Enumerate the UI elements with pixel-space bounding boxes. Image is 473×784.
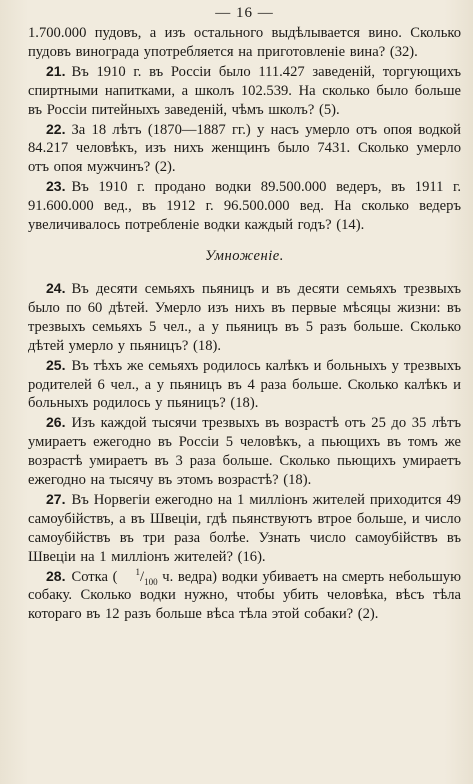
section-heading-multiplication: Умноженіе. bbox=[205, 247, 284, 264]
problem-text: За 18 лѣтъ (1870—1887 гг.) у насъ умерло отъ опоя водкой 84.217 человѣкъ, изъ нихъ женщинъ было 7431. Сколько умерло отъ опоя мужчинъ? (2). bbox=[28, 121, 461, 176]
problem-text-start: Сотка ( bbox=[71, 568, 118, 585]
problem-22 bbox=[28, 120, 461, 178]
problem-28 bbox=[28, 567, 461, 625]
problem-text: Въ тѣхъ же семьяхъ родилось калѣкъ и больныхъ у трезвыхъ родителей 6 чел., а у пьяницъ въ 4 раза больше. Сколько калѣкъ и больныхъ родилось у пьяницъ? (18). bbox=[28, 357, 461, 412]
problem-24 bbox=[28, 279, 461, 356]
problem-text: Изъ каждой тысячи трезвыхъ въ возрастѣ отъ 25 до 35 лѣтъ умираетъ ежегодно въ Россіи 5 человѣкъ, а пьющихъ въ томъ же возрастѣ умираетъ въ 3 раза больше. Сколько пьющихъ умираетъ ежегодно на тысячу въ этомъ возрастѣ? (18). bbox=[28, 415, 461, 489]
problem-number: 25. bbox=[46, 356, 66, 373]
intro-paragraph: 1.700.000 пудовъ, а изъ остального выдѣлывается вино. Сколько пудовъ винограда употребляется на приготовленіе вина? (32). bbox=[28, 25, 461, 60]
problem-23 bbox=[28, 177, 461, 235]
problem-26 bbox=[28, 413, 461, 490]
problem-text: Въ Норвегіи ежегодно на 1 милліонъ жителей приходится 49 самоубійствъ, а въ Швеціи, гдѣ пьянствуютъ втрое больше, и число самоубійствъ въ три раза болѣе. Узнать число самоубійствъ въ Швеціи на 1 милліонъ жителей? (16). bbox=[28, 491, 461, 565]
problem-number: 21. bbox=[46, 62, 66, 79]
problem-21 bbox=[28, 62, 461, 120]
problem-number: 23. bbox=[46, 178, 66, 195]
problem-number: 28. bbox=[46, 567, 66, 584]
fraction-one-hundredth: $^1/_{100}$ bbox=[135, 566, 158, 587]
problem-text-end: ч. ведра) водки убиваетъ на смерть небольшую собаку. Сколько водки нужно, чтобы убить человѣка, вѣсъ тѣла котораго въ 12 разъ больше вѣса тѣла этой собаки? (2). bbox=[28, 568, 462, 623]
fraction-numerator: 1 bbox=[135, 566, 141, 577]
problem-number: 24. bbox=[46, 279, 66, 296]
problem-text: Въ десяти семьяхъ пьяницъ и въ десяти семьяхъ трезвыхъ было по 60 дѣтей. Умерло изъ нихъ въ первые мѣсяцы жизни: въ трезвыхъ семьяхъ 5 чел., а у пьяницъ въ 5 разъ больше. Сколько дѣтей умерло у пьяницъ? (18). bbox=[28, 280, 461, 354]
problem-25 bbox=[28, 356, 461, 414]
problems-text bbox=[28, 24, 461, 624]
problem-number: 22. bbox=[46, 120, 66, 137]
problem-number: 27. bbox=[46, 490, 66, 507]
fraction-denominator: 100 bbox=[144, 576, 158, 587]
page-number: — 16 — bbox=[215, 5, 274, 21]
problem-text: Въ 1910 г. продано водки 89.500.000 ведеръ, въ 1911 г. 91.600.000 вед., въ 1912 г. 96.500.000 вед. На сколько ведеръ увеличивалось потребленіе водки каждый годъ? (14). bbox=[28, 179, 461, 234]
problem-27 bbox=[28, 490, 461, 567]
problem-text: Въ 1910 г. въ Россіи было 111.427 заведеній, торгующихъ спиртными напитками, а школъ 102.539. На сколько было больше въ Россіи питейныхъ заведеній, чѣмъ школъ? (5). bbox=[28, 63, 461, 118]
problem-number: 26. bbox=[46, 414, 66, 431]
